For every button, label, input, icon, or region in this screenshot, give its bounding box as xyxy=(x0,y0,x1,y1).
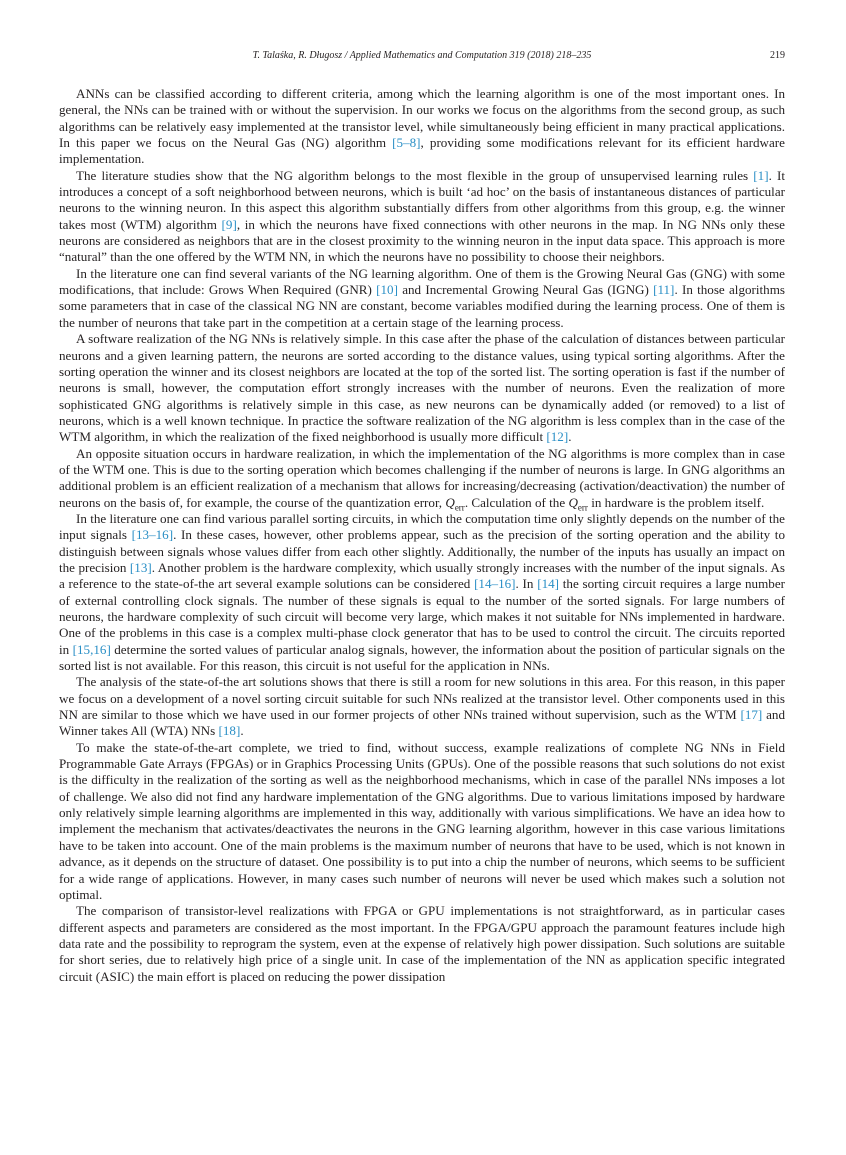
citation-link[interactable]: [10] xyxy=(376,282,398,298)
citation-link[interactable]: [18] xyxy=(218,723,241,739)
citation-link[interactable]: [14] xyxy=(537,576,560,592)
paragraph-text: . xyxy=(568,429,572,445)
journal-page xyxy=(59,50,785,985)
paragraph-text: , providing some modifications relevant for its efficient hardware implementation. xyxy=(59,135,785,167)
paragraph-text: . In xyxy=(515,576,538,592)
body-paragraph xyxy=(59,86,785,168)
paragraph-text: In the literature one can find several variants of the NG learning algorithm. One of them is the Growing Neural Gas (GNG) with some modifications, that include: Grows When Required (GNR) xyxy=(59,265,785,298)
math-subscript: err xyxy=(454,502,465,513)
body-paragraph xyxy=(59,266,785,331)
body-paragraph xyxy=(59,674,785,739)
citation-link[interactable]: [1] xyxy=(753,167,769,183)
citation-link[interactable]: [5–8] xyxy=(392,135,421,151)
paragraph-text: A software realization of the NG NNs is relatively simple. In this case after the phase of the calculation of distances between particular neurons and a given learning pattern, the neurons are sorted according to the distance values, using typical sorting algorithms. After the sorting operation the winner and its closest neighbors are located at the top of the sorted list. The sorting operation is fast if the number of neurons is small, however, the computation effort strongly increases with the number of neurons. Even the realization of more sophisticated GNG algorithms is relatively simple in this case, as new neurons can be dynamically added (or removed) to a list of neurons, which is a well known technique. In practice the software realization of the NG algorithm is less complex than in the case of the WTM algorithm, in which the realization of the fixed neighborhood is usually more difficult xyxy=(59,331,785,445)
paragraph-text: in hardware is the problem itself. xyxy=(587,494,765,510)
citation-link[interactable]: [13–16] xyxy=(131,527,174,543)
paragraph-text: . Calculation of the xyxy=(464,494,569,510)
paragraph-text: The literature studies show that the NG algorithm belongs to the most flexible in the group of unsupervised learning rules xyxy=(76,167,754,183)
paragraph-text: ANNs can be classified according to different criteria, among which the learning algorithm is one of the most important ones. In general, the NNs can be trained with or without the supervision. In our works we focus on the algorithms from the second group, as such algorithms can be relatively easy implemented at the transistor level, while simultaneously being efficient in many practical applications. In this paper we focus on the Neural Gas (NG) algorithm xyxy=(59,86,785,151)
citation-link[interactable]: [9] xyxy=(221,216,237,232)
article-body xyxy=(59,86,785,985)
paragraph-text: In the literature one can find various parallel sorting circuits, in which the computation time only slightly depends on the number of the input signals xyxy=(59,510,785,543)
paragraph-text: and Winner takes All (WTA) NNs xyxy=(59,707,785,739)
paragraph-text: To make the state-of-the-art complete, we tried to find, without success, example realizations of complete NG NNs in Field Programmable Gate Arrays (FPGAs) or in Graphics Processing Units (GPUs). One of the possible reasons that such solutions do not exist is the difficulty in the realization of the sorting as well as the neighborhood mechanisms, which in case of the parallel NNs imposes a lot of challenge. We also did not find any hardware implementation of the GNG algorithms. Due to various limitations imposed by hardware only relatively simple learning algorithms are implemented in this way, additionally with various simplifications. We have an idea how to implement the mechanism that activates/deactivates the neurons in the GNG learning algorithm, however in this case various limitations have to be taken into account. One of the main problems is the maximum number of neurons that have to be used, which is not known in advance, as it depends on the structure of dataset. One possibility is to put into a chip the number of neurons, which seems to be sufficient for a wide range of applications. However, in many cases such number of neurons will never be used which makes such a solution not optimal. xyxy=(59,739,785,902)
citation-link[interactable]: [13] xyxy=(129,559,152,575)
math-subscript: err xyxy=(577,502,588,513)
paragraph-text: and Incremental Growing Neural Gas (IGNG) xyxy=(397,282,654,298)
body-paragraph xyxy=(59,446,785,511)
paragraph-text: the sorting circuit requires a large number of external controlling clock signals. The number of these signals is equal to the number of the sorted signals. For large numbers of neurons, the hardware complexity of such circuit will become very large, which makes it not suitable for NNs implemented in hardware. One of the problems in this case is a complex multi-phase clock generator that has to be used to control the circuit. The circuits reported in xyxy=(59,576,786,657)
math-symbol xyxy=(568,494,588,513)
math-variable: Q xyxy=(568,494,578,510)
paragraph-text: . In those algorithms some parameters that in case of the classical NG NN are constant, become variables modified during the learning process. One of them is the number of neurons that take part in the competition at a certain stage of the learning process. xyxy=(59,282,786,330)
citation-link[interactable]: [14–16] xyxy=(474,576,516,592)
paragraph-text: determine the sorted values of particular analog signals, however, the information about the position of particular signals on the sorted list is not available. For this reason, this circuit is not useful for the application in NNs. xyxy=(59,641,785,674)
running-title: T. Talaśka, R. Długosz / Applied Mathematics and Computation 319 (2018) 218–235 xyxy=(252,50,592,61)
paragraph-text: . Another problem is the hardware complexity, which usually strongly increases with the number of the input signals. As a reference to the state-of-the art several example solutions can be considered xyxy=(59,559,785,592)
citation-link[interactable]: [15,16] xyxy=(72,641,111,657)
math-variable: Q xyxy=(445,494,455,510)
body-paragraph xyxy=(59,331,785,445)
paragraph-text: . In these cases, however, other problems appear, such as the precision of the sorting operation and the ability to distinguish between signals whose values differ from each other slightly. Additionally, the number of the inputs has usually an impact on the precision xyxy=(59,527,785,575)
body-paragraph xyxy=(59,168,785,266)
paragraph-text: . It introduces a concept of a soft neighborhood between neurons, which is built ‘ad hoc’ on the basis of instantaneous distances of particular neurons to the winning neuron. In this aspect this algorithm substantially differs from other algorithms from this group, e.g. the winner takes most (WTM) algorithm xyxy=(59,167,785,232)
body-paragraph xyxy=(59,903,785,985)
paragraph-text: An opposite situation occurs in hardware realization, in which the implementation of the NG algorithms is more complex than in case of the WTM one. This is due to the sorting operation which becomes challenging if the number of neurons is large. In GNG algorithms an additional problem is an efficient realization of a mechanism that allows for increasing/decreasing (activation/deactivation) the number of neurons on the basis of, for example, the course of the quantization error, xyxy=(59,445,785,510)
body-paragraph xyxy=(59,740,785,903)
page-number: 219 xyxy=(770,50,785,61)
paragraph-text: , in which the neurons have fixed connections with other neurons in the map. In NG NNs only these neurons are considered as neighbors that are in the closest proximity to the winning neuron in the input data space. This approach is more “natural” than the one offered by the WTM NN, in which the neurons have no possibility to choose their neighbors. xyxy=(59,216,785,265)
paragraph-text: The comparison of transistor-level realizations with FPGA or GPU implementations is not straightforward, as in particular cases different aspects and parameters are considered as the most important. In the FPGA/GPU approach the paramount features include high data rate and the possibility to reprogram the system, even at the expense of relatively high power dissipation. Such solutions are suitable for short series, due to relatively high price of a single unit. In case of the implementation of the NN as application specific integrated circuit (ASIC) the main effort is placed on reducing the power dissipation xyxy=(59,903,785,984)
paragraph-text: The analysis of the state-of-the art solutions shows that there is still a room for new solutions in this area. For this reason, in this paper we focus on a development of a novel sorting circuit suitable for such NNs realized at the transistor level. Other components used in this NN are similar to those which we have used in our former projects of other NNs trained without supervision, such as the WTM xyxy=(59,674,785,723)
page-header xyxy=(59,50,785,66)
paragraph-text: . xyxy=(240,723,244,739)
citation-link[interactable]: [17] xyxy=(740,707,763,723)
citation-link[interactable]: [12] xyxy=(546,429,569,445)
math-symbol xyxy=(445,494,465,513)
body-paragraph xyxy=(59,511,785,674)
citation-link[interactable]: [11] xyxy=(653,282,675,298)
